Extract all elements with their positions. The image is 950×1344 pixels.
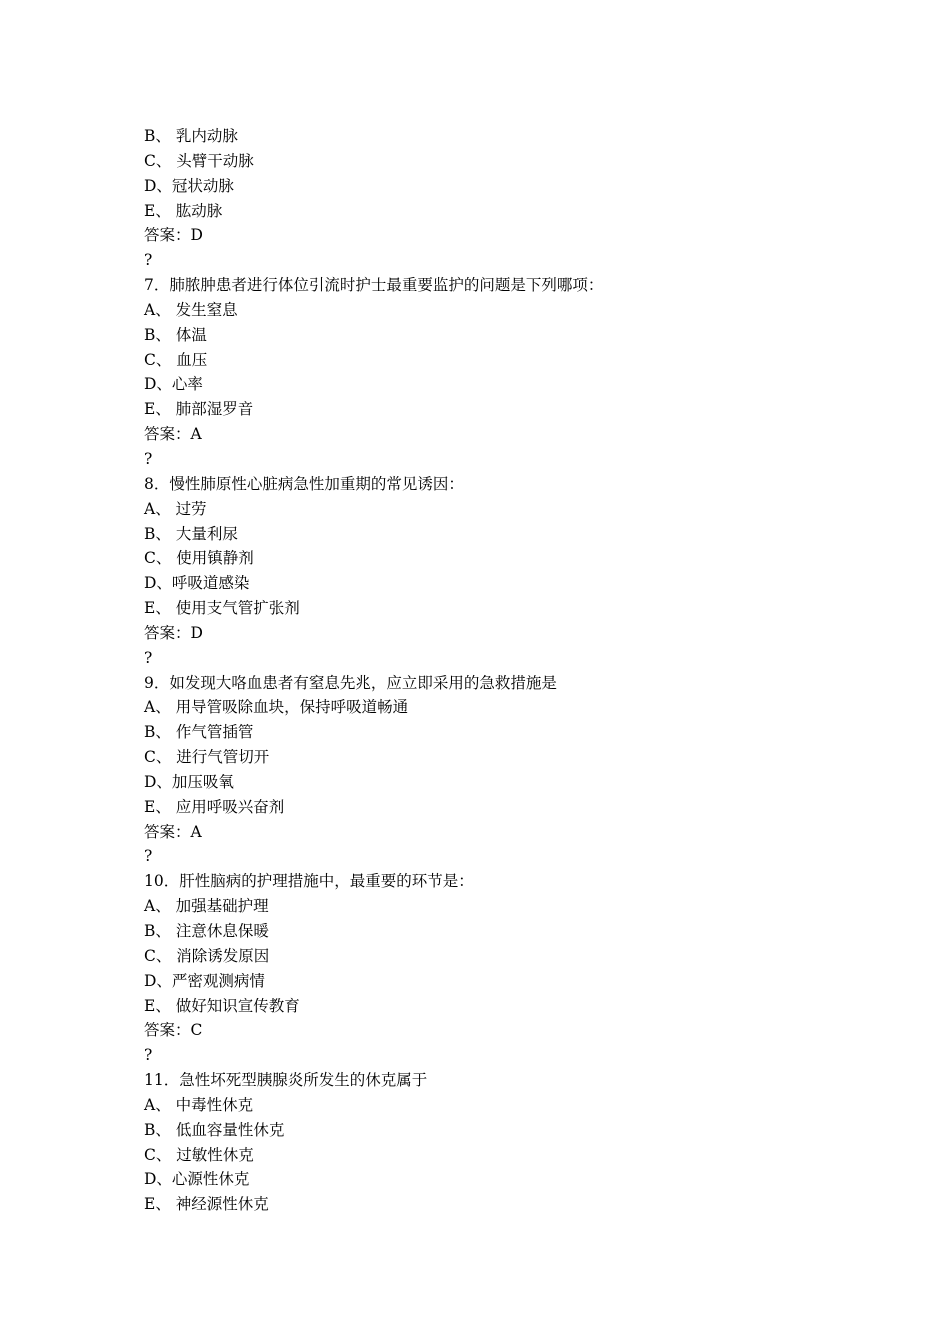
separator-line: ? — [144, 847, 153, 866]
answer-line: 答案：C — [144, 1021, 203, 1040]
separator-line: ? — [144, 449, 153, 468]
option-line: E、 神经源性休克 — [144, 1195, 269, 1214]
option-line: C、 进行气管切开 — [144, 748, 270, 767]
option-line: D、严密观测病情 — [144, 971, 265, 990]
option-line: D、心源性休克 — [144, 1170, 250, 1189]
document-body — [144, 124, 844, 1217]
option-line: E、 肱动脉 — [144, 201, 223, 220]
option-line: B、 乳内动脉 — [144, 127, 238, 145]
answer-line: 答案：D — [144, 226, 203, 245]
separator-line: ? — [144, 1046, 153, 1065]
option-line: C、 消除诱发原因 — [144, 946, 270, 965]
option-line: C、 使用镇静剂 — [144, 549, 254, 568]
option-line: B、 体温 — [144, 325, 207, 344]
option-line: B、 作气管插管 — [144, 723, 254, 742]
option-line: C、 血压 — [144, 350, 208, 369]
option-line: A、 加强基础护理 — [144, 897, 269, 916]
option-line: A、 中毒性休克 — [144, 1095, 254, 1114]
option-line: D、呼吸道感染 — [144, 574, 250, 593]
separator-line: ? — [144, 648, 153, 667]
option-line: B、 大量利尿 — [144, 524, 238, 543]
separator-line: ? — [144, 251, 153, 270]
option-line: B、 注意休息保暖 — [144, 922, 269, 940]
answer-line: 答案：D — [144, 623, 203, 642]
question-11: 11．急性坏死型胰腺炎所发生的休克属于 — [144, 1071, 428, 1090]
option-line: E、 肺部湿罗音 — [144, 400, 254, 419]
option-line: C、 头臂干动脉 — [144, 151, 254, 170]
option-line: E、 做好知识宣传教育 — [144, 996, 300, 1015]
option-line: C、 过敏性休克 — [144, 1145, 254, 1164]
option-line: A、 发生窒息 — [144, 300, 238, 319]
option-line: E、 使用支气管扩张剂 — [144, 599, 300, 618]
option-line: D、加压吸氧 — [144, 772, 234, 791]
answer-line: 答案：A — [144, 425, 202, 444]
question-10: 10．肝性脑病的护理措施中，最重要的环节是： — [144, 872, 474, 891]
option-line: D、冠状动脉 — [144, 176, 234, 195]
option-line: A、 用导管吸除血块，保持呼吸道畅通 — [144, 698, 409, 717]
question-7: 7．肺脓肿患者进行体位引流时护士最重要监护的问题是下列哪项： — [144, 276, 604, 295]
option-line: D、心率 — [144, 375, 203, 394]
option-line: E、 应用呼吸兴奋剂 — [144, 797, 285, 816]
question-8: 8．慢性肺原性心脏病急性加重期的常见诱因： — [144, 474, 464, 493]
answer-line: 答案：A — [144, 822, 202, 841]
question-9: 9．如发现大咯血患者有窒息先兆，应立即采用的急救措施是 — [144, 673, 557, 692]
option-line: B、 低血容量性休克 — [144, 1120, 285, 1139]
option-line: A、 过劳 — [144, 499, 207, 518]
